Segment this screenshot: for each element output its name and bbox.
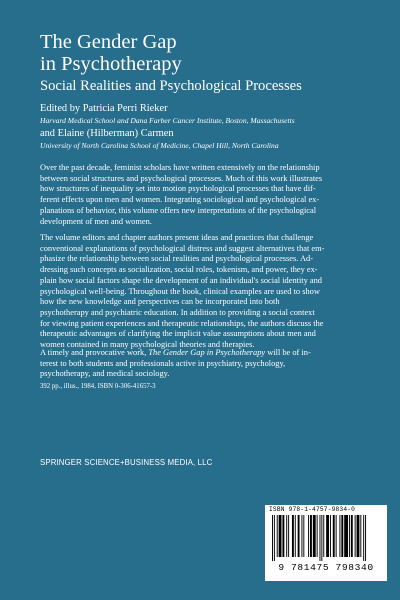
paragraph-text: A timely and provocative work, bbox=[40, 348, 149, 357]
editor-1: Edited by Patricia Perri Rieker bbox=[40, 103, 168, 114]
paragraph-line: between social structures and psychological processes. Much of this work illustrates bbox=[40, 173, 323, 183]
description-paragraph-1 bbox=[40, 163, 380, 227]
barcode-bar bbox=[272, 515, 273, 561]
barcode-bar bbox=[341, 515, 343, 557]
paragraph-line: women contained in many psychological theories and therapies. bbox=[40, 340, 255, 350]
barcode-bar bbox=[286, 515, 287, 557]
publisher-name: SPRINGER SCIENCE+BUSINESS MEDIA, LLC bbox=[40, 458, 213, 467]
paragraph-line: psychotherapy, and medical sociology. bbox=[40, 369, 170, 379]
paragraph-line: phasize the relationship between social realities and psychological processes. Ad- bbox=[40, 254, 314, 264]
paragraph-line: Over the past decade, feminist scholars have written extensively on the relationship bbox=[40, 163, 320, 172]
description-paragraph-3 bbox=[40, 348, 380, 380]
barcode-bar bbox=[303, 515, 304, 557]
barcode-bar bbox=[344, 515, 348, 557]
barcode-bar bbox=[339, 515, 340, 557]
barcode-bar bbox=[323, 515, 324, 557]
barcode-bar bbox=[288, 515, 289, 557]
paragraph-line: for viewing patient experiences and therapeutic relationships, the authors discuss the bbox=[40, 318, 324, 328]
barcode-bar bbox=[308, 515, 309, 557]
paragraph-line: dressing such concepts as socialization, social roles, tokenism, and power, they ex- bbox=[40, 265, 318, 275]
barcode-bar bbox=[351, 515, 353, 557]
barcode-bar bbox=[355, 515, 356, 557]
barcode-bar bbox=[279, 515, 282, 557]
barcode-bar bbox=[357, 515, 360, 557]
description-paragraph-2 bbox=[40, 233, 380, 351]
barcode-bar bbox=[295, 515, 296, 557]
paragraph-line: psychological well-being. Throughout the book, clinical examples are used to show bbox=[40, 286, 320, 296]
title-line-1: The Gender Gap bbox=[40, 31, 177, 53]
paragraph-line: terest to both students and professionals active in psychiatry, psychology, bbox=[40, 358, 286, 368]
barcode-bar bbox=[310, 515, 312, 557]
barcode-icon bbox=[268, 515, 384, 561]
paragraph-line: plain how social factors shape the development of an individual's social identity and bbox=[40, 275, 322, 285]
book-title-italic: The Gender Gap in Psychotherapy bbox=[148, 348, 266, 357]
editor-2-affiliation: University of North Carolina School of Medicine, Chapel Hill, North Carolina bbox=[40, 141, 279, 150]
paragraph-line: how structures of inequality set into motion psychological processes that have dif- bbox=[40, 184, 316, 194]
barcode-label bbox=[265, 505, 387, 581]
editor-2: and Elaine (Hilberman) Carmen bbox=[40, 128, 174, 139]
barcode-bar bbox=[330, 515, 331, 557]
barcode-bar bbox=[365, 515, 366, 561]
book-subtitle: Social Realities and Psychological Processes bbox=[40, 78, 302, 94]
book-title bbox=[40, 31, 380, 75]
barcode-bar bbox=[317, 515, 318, 557]
paragraph-line: development of men and women. bbox=[40, 216, 152, 226]
paragraph-line: conventional explanations of psychological distress and suggest alternatives that em- bbox=[40, 243, 325, 253]
barcode-bar bbox=[321, 515, 322, 561]
paragraph-text: will be of in- bbox=[265, 348, 311, 357]
paragraph-line: The volume editors and chapter authors present ideas and practices that challenge bbox=[40, 233, 314, 242]
barcode-bar bbox=[363, 515, 364, 561]
barcode-bar bbox=[336, 515, 337, 557]
paragraph-line: how the new knowledge and perspectives can be incorporated into both bbox=[40, 297, 280, 307]
paragraph-line bbox=[40, 348, 380, 359]
isbn-label: ISBN 978-1-4757-9834-0 bbox=[269, 506, 356, 513]
paragraph-line: therapeutic advantages of clarifying the implicit value assumptions about men and bbox=[40, 329, 316, 339]
barcode-bar bbox=[333, 515, 335, 557]
paragraph-line: planations of behavior, this volume offers new interpretations of the psychological bbox=[40, 205, 317, 215]
barcode-bar bbox=[282, 515, 284, 557]
paragraph-line: psychotherapy and psychiatric education. In addition to providing a social context bbox=[40, 308, 315, 318]
editor-1-affiliation: Harvard Medical School and Dana Farber Cancer Institute, Boston, Massachusetts bbox=[40, 116, 295, 125]
title-line-2: in Psychotherapy bbox=[40, 53, 182, 75]
barcode-bar bbox=[349, 515, 350, 557]
barcode-digits: 9 781475 798340 bbox=[278, 562, 374, 573]
barcode-bar bbox=[274, 515, 275, 561]
barcode-bar bbox=[277, 515, 278, 557]
barcode-bar bbox=[320, 515, 321, 561]
publication-info: 392 pp., illus., 1984, ISBN 0-306-41657-3 bbox=[40, 383, 156, 390]
barcode-bar bbox=[301, 515, 302, 557]
barcode-bar bbox=[326, 515, 329, 557]
barcode-bar bbox=[292, 515, 294, 557]
barcode-bar bbox=[360, 515, 361, 557]
barcode-bar bbox=[313, 515, 316, 557]
barcode-bar bbox=[298, 515, 300, 557]
paragraph-line: ferent effects upon men and women. Integrating sociological and psychological ex- bbox=[40, 195, 320, 205]
